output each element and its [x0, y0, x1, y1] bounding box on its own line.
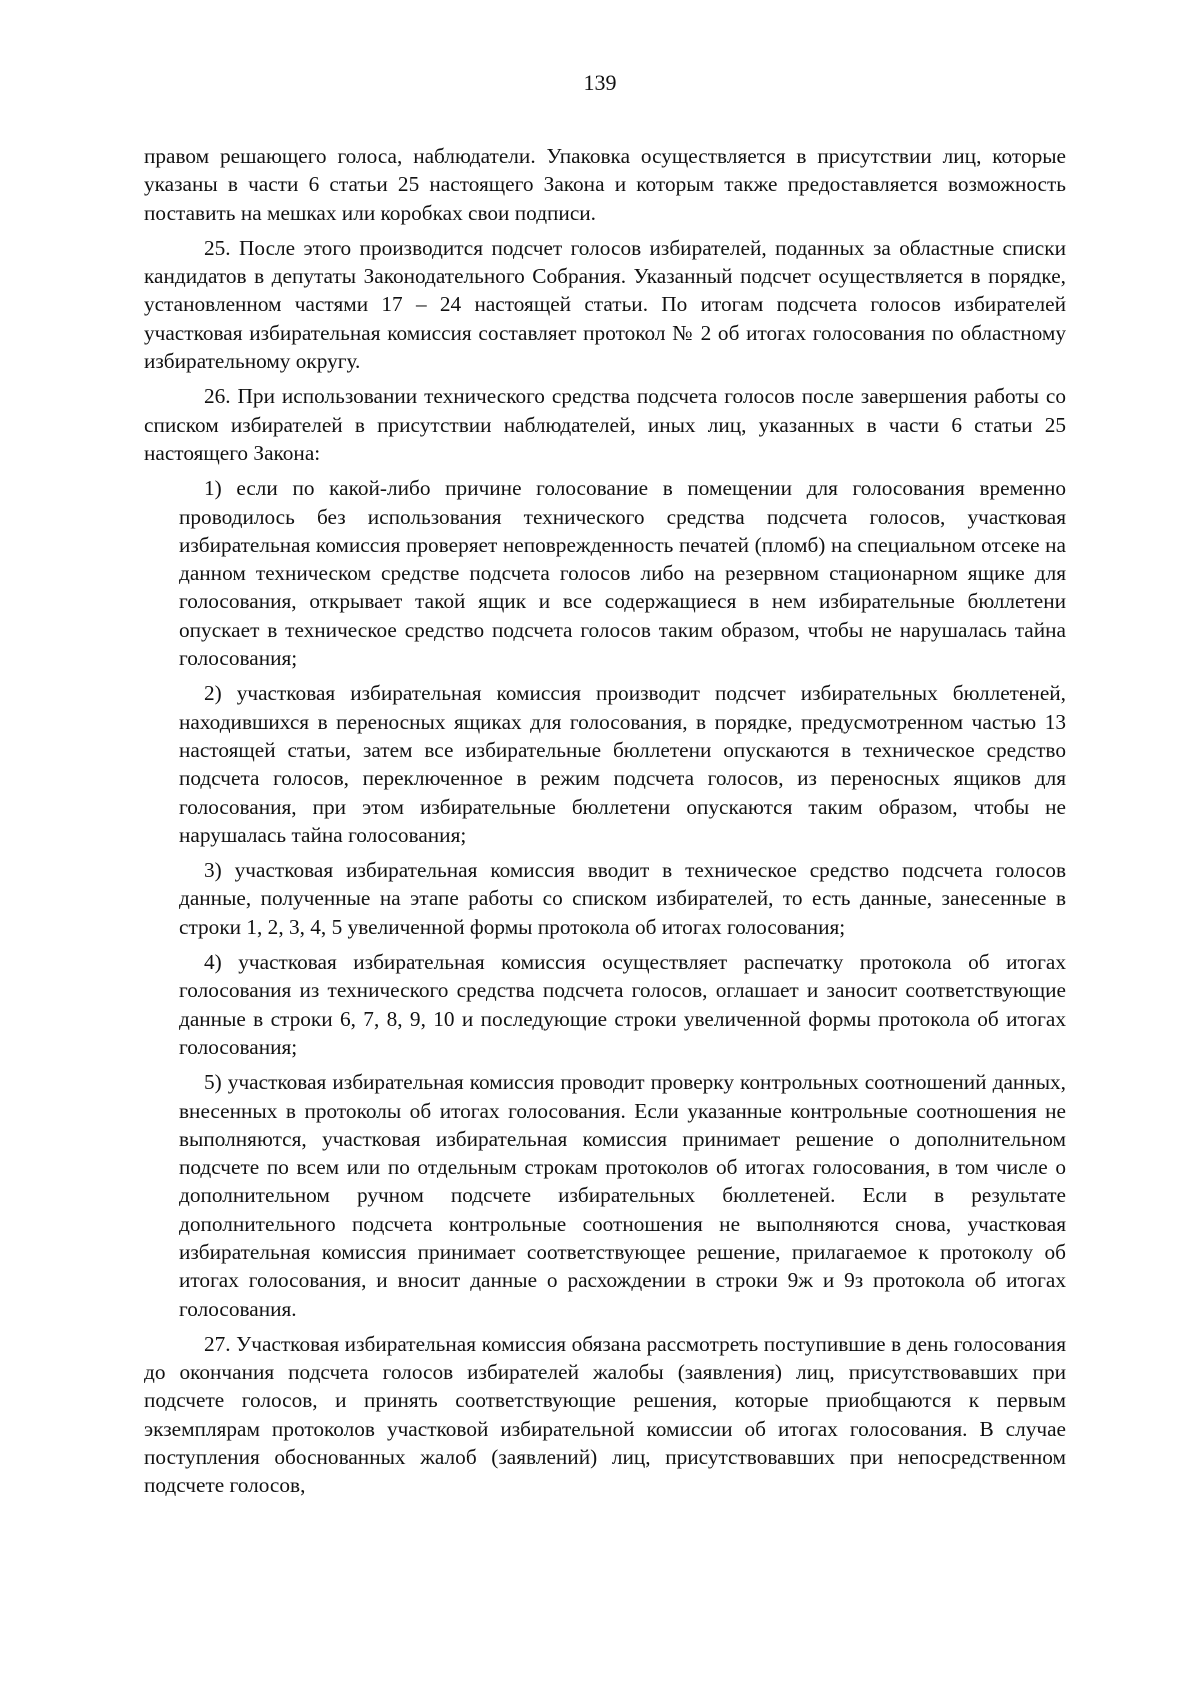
- paragraph-25: 25. После этого производится подсчет голосов избирателей, поданных за областные списки кандидатов в депутаты Законодательного Собрания. Указанный подсчет осуществляется в порядке, установленном частями 17 – 24 настоящей статьи. По итогам подсчета голосов избирателей участковая избирательная комиссия составляет протокол № 2 об итогах голосования по областному избирательному округу.: [144, 235, 1066, 374]
- paragraph-26: 26. При использовании технического средства подсчета голосов после завершения работы со списком избирателей в присутствии наблюдателей, иных лиц, указанных в части 6 статьи 25 настоящего Закона:: [144, 384, 1066, 465]
- paragraph-26-item-2: 2) участковая избирательная комиссия производит подсчет избирательных бюллетеней, находившихся в переносных ящиках для голосования, в порядке, предусмотренном частью 13 настоящей статьи, затем все избирательные бюллетени опускаются в техническое средство подсчета голосов, переключенное в режим подсчета голосов, из переносных ящиков для голосования, при этом избирательные бюллетени опускаются таким образом, чтобы не нарушалась тайна голосования;: [179, 681, 1066, 847]
- paragraph-26-item-3: 3) участковая избирательная комиссия вводит в техническое средство подсчета голосов данные, полученные на этапе работы со списком избирателей, то есть данные, занесенные в строки 1, 2, 3, 4, 5 увеличенной формы протокола об итогах голосования;: [179, 858, 1066, 939]
- page-number: 139: [583, 70, 617, 95]
- paragraph-27: 27. Участковая избирательная комиссия обязана рассмотреть поступившие в день голосования до окончания подсчета голосов избирателей жалобы (заявления) лиц, присутствовавших при подсчете голосов, и принять соответствующие решения, которые приобщаются к первым экземплярам протоколов участковой избирательной комиссии об итогах голосования. В случае поступления обоснованных жалоб (заявлений) лиц, присутствовавших при непосредственном подсчете голосов,: [144, 1331, 1066, 1498]
- document-body: [144, 142, 1066, 1507]
- paragraph-26-item-4: 4) участковая избирательная комиссия осуществляет распечатку протокола об итогах голосования из технического средства подсчета голосов, оглашает и заносит соответствующие данные в строки 6, 7, 8, 9, 10 и последующие строки увеличенной формы протокола об итогах голосования;: [179, 950, 1066, 1059]
- paragraph-26-item-5: 5) участковая избирательная комиссия проводит проверку контрольных соотношений данных, внесенных в протоколы об итогах голосования. Если указанные контрольные соотношения не выполняются, участковая избирательная комиссия принимает решение о дополнительном подсчете по всем или по отдельным строкам протоколов об итогах голосования, в том числе о дополнительном ручном подсчете избирательных бюллетеней. Если в результате дополнительного подсчета контрольные соотношения не выполняются снова, участковая избирательная комиссия принимает соответствующее решение, прилагаемое к протоколу об итогах голосования, и вносит данные о расхождении в строки 9ж и 9з протокола об итогах голосования.: [179, 1070, 1066, 1321]
- paragraph-continuation: правом решающего голоса, наблюдатели. Упаковка осуществляется в присутствии лиц, которые указаны в части 6 статьи 25 настоящего Закона и которым также предоставляется возможность поставить на мешках или коробках свои подписи.: [144, 144, 1066, 225]
- paragraph-26-item-1: 1) если по какой-либо причине голосование в помещении для голосования временно проводилось без использования технического средства подсчета голосов, участковая избирательная комиссия проверяет неповрежденность печатей (пломб) на специальном отсеке на данном техническом средстве подсчета голосов либо на резервном стационарном ящике для голосования, открывает такой ящик и все содержащиеся в нем избирательные бюллетени опускает в техническое средство подсчета голосов таким образом, чтобы не нарушалась тайна голосования;: [179, 476, 1066, 671]
